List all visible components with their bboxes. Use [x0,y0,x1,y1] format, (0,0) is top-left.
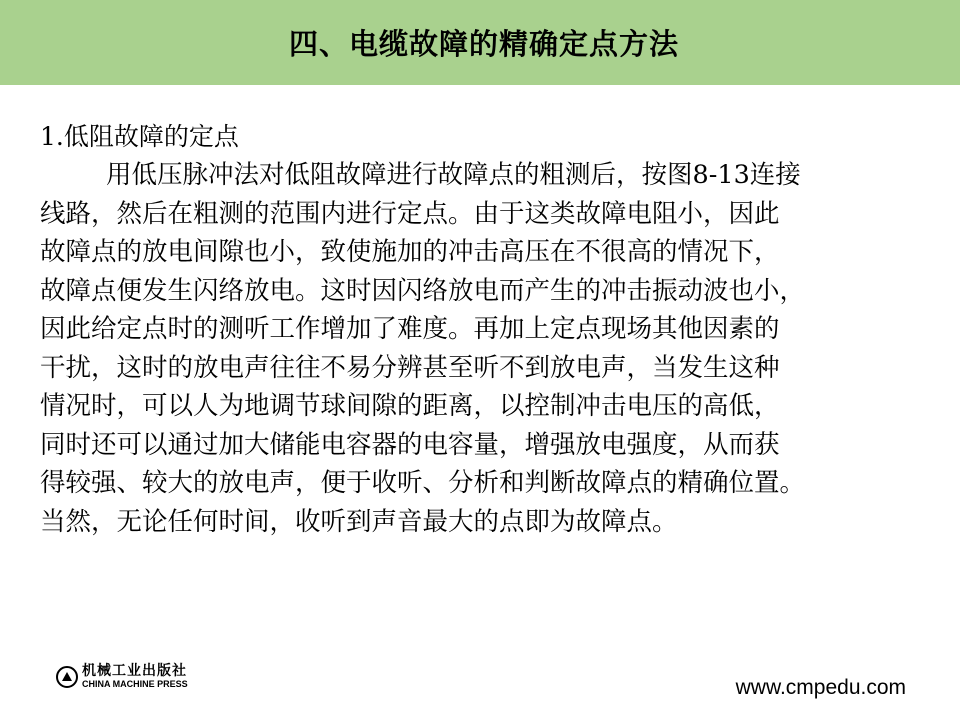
publisher-name-cn: 机械工业出版社 [82,663,187,679]
website-url: www.cmpedu.com [735,676,906,699]
title-bar [0,0,960,85]
paragraph-line: 故障点便发生闪络放电。这时因闪络放电而产生的冲击振动波也小， [40,275,806,306]
slide-title: 四、电缆故障的精确定点方法 [288,27,679,61]
paragraph-line: 因此给定点时的测听工作增加了难度。再加上定点现场其他因素的 [40,314,780,344]
paragraph-line: 同时还可以通过加大储能电容器的电容量，增强放电强度，从而获 [40,429,780,460]
slide-content [40,118,920,541]
publisher-name-en: CHINA MACHINE PRESS [82,679,188,689]
paragraph-line: 得较强、较大的放电声，便于收听、分析和判断故障点的精确位置。 [40,468,806,498]
paragraph-line: 当然，无论任何时间，收听到声音最大的点即为故障点。 [40,506,678,537]
paragraph-line: 干扰，这时的放电声往往不易分辨甚至听不到放电声，当发生这种 [40,352,780,383]
cmp-logo-icon [56,666,78,688]
publisher-name [82,664,188,689]
publisher-logo [56,664,188,689]
paragraph-line: 故障点的放电间隙也小，致使施加的冲击高压在不很高的情况下， [40,237,780,267]
paragraph-line: 线路，然后在粗测的范围内进行定点。由于这类故障电阻小，因此 [40,198,780,229]
paragraph-line: 情况时，可以人为地调节球间隙的距离，以控制冲击电压的高低， [40,391,780,421]
paragraph-line: 用低压脉冲法对低阻故障进行故障点的粗测后，按图8-13连接 [106,160,801,190]
section-heading: 1.低阻故障的定点 [40,122,239,151]
